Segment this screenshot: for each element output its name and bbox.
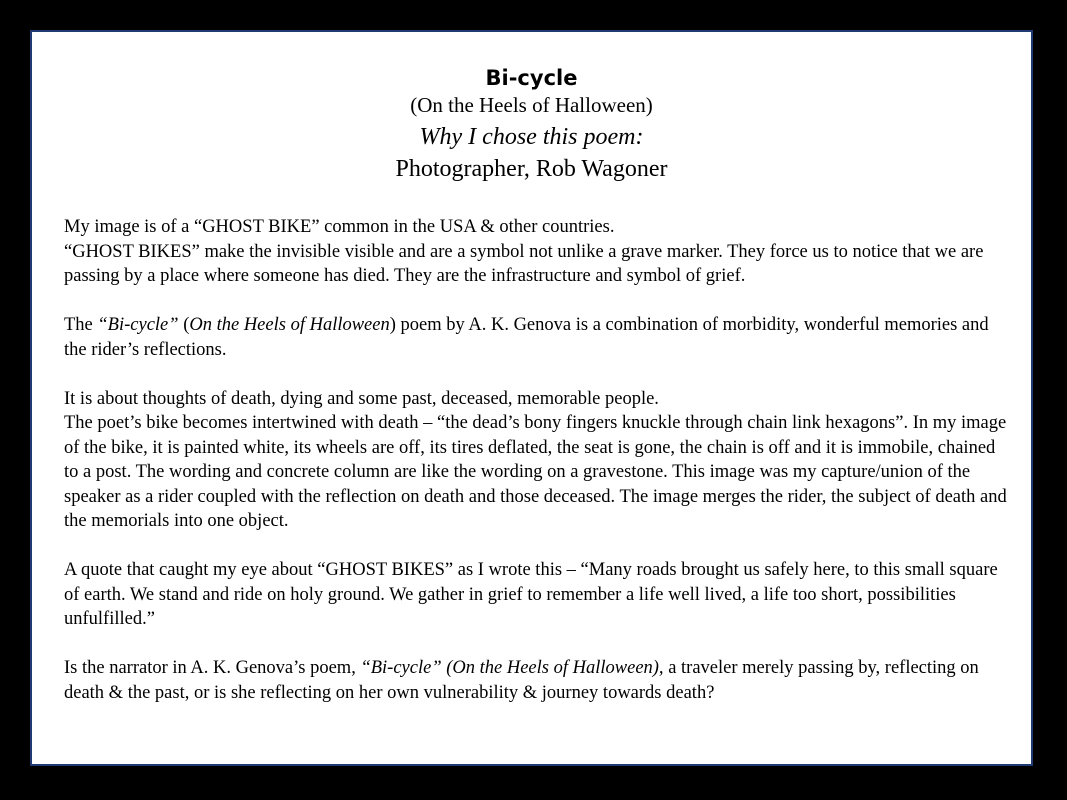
paragraph-3-line-2: The poet’s bike becomes intertwined with death – “the dead’s bony fingers knuckle through chain link hexagons”. In my image of the bike, it is painted white, its wheels are off, its tires deflated, the seat is gone, the chain is off and it is immobile, chained to a post. The wording and concrete column are like the wording on a gravestone. This image was my capture/union of the speaker as a rider coupled with the reflection on death and those deceased. The image merges the rider, the subject of death and the memorials into one object. <box>64 413 1007 531</box>
why-heading: Why I chose this poem: <box>419 124 644 150</box>
body-text <box>64 215 1014 730</box>
poem-reference-italic: “Bi-cycle” (On the Heels of Halloween), <box>360 658 664 678</box>
paragraph-1 <box>64 215 1014 289</box>
photographer-byline: Photographer, Rob Wagoner <box>395 156 668 182</box>
paragraph-5-pre: Is the narrator in A. K. Genova’s poem, <box>64 658 361 678</box>
paragraph-2-mid: ( <box>178 315 190 335</box>
paragraph-3-line-1: It is about thoughts of death, dying and some past, deceased, memorable people. <box>64 388 659 409</box>
poem-subtitle: (On the Heels of Halloween) <box>410 93 653 117</box>
poem-subtitle-italic: On the Heels of Halloween <box>189 315 390 335</box>
paragraph-1-line-1: My image is of a “GHOST BIKE” common in the USA & other countries. <box>64 217 615 237</box>
paragraph-2-pre: The <box>64 315 98 335</box>
paragraph-2 <box>64 313 1014 362</box>
paragraph-5-post: a traveler merely passing by, reflecting on death & the past, or is she reflecting on her own vulnerability & journey towards death? <box>64 658 979 703</box>
poem-title-italic: “Bi-cycle” <box>97 315 179 335</box>
paragraph-5 <box>64 656 1014 705</box>
header <box>32 64 1031 184</box>
paragraph-1-line-2: “GHOST BIKES” make the invisible visible and are a symbol not unlike a grave marker. They force us to notice that we are passing by a place where someone has died. They are the infrastructure and symbol of grief. <box>64 241 984 286</box>
slide-page <box>30 30 1033 766</box>
paragraph-4: A quote that caught my eye about “GHOST BIKES” as I wrote this – “Many roads brought us safely here, to this small square of earth. We stand and ride on holy ground. We gather in grief to remember a life well lived, a life too short, possibilities unfulfilled.” <box>64 560 998 629</box>
paragraph-3 <box>64 387 1014 534</box>
poem-title: Bi-cycle <box>485 66 578 90</box>
paragraph-2-post: ) poem by A. K. Genova is a combination of morbidity, wonderful memories and the rider’s reflections. <box>64 315 989 360</box>
